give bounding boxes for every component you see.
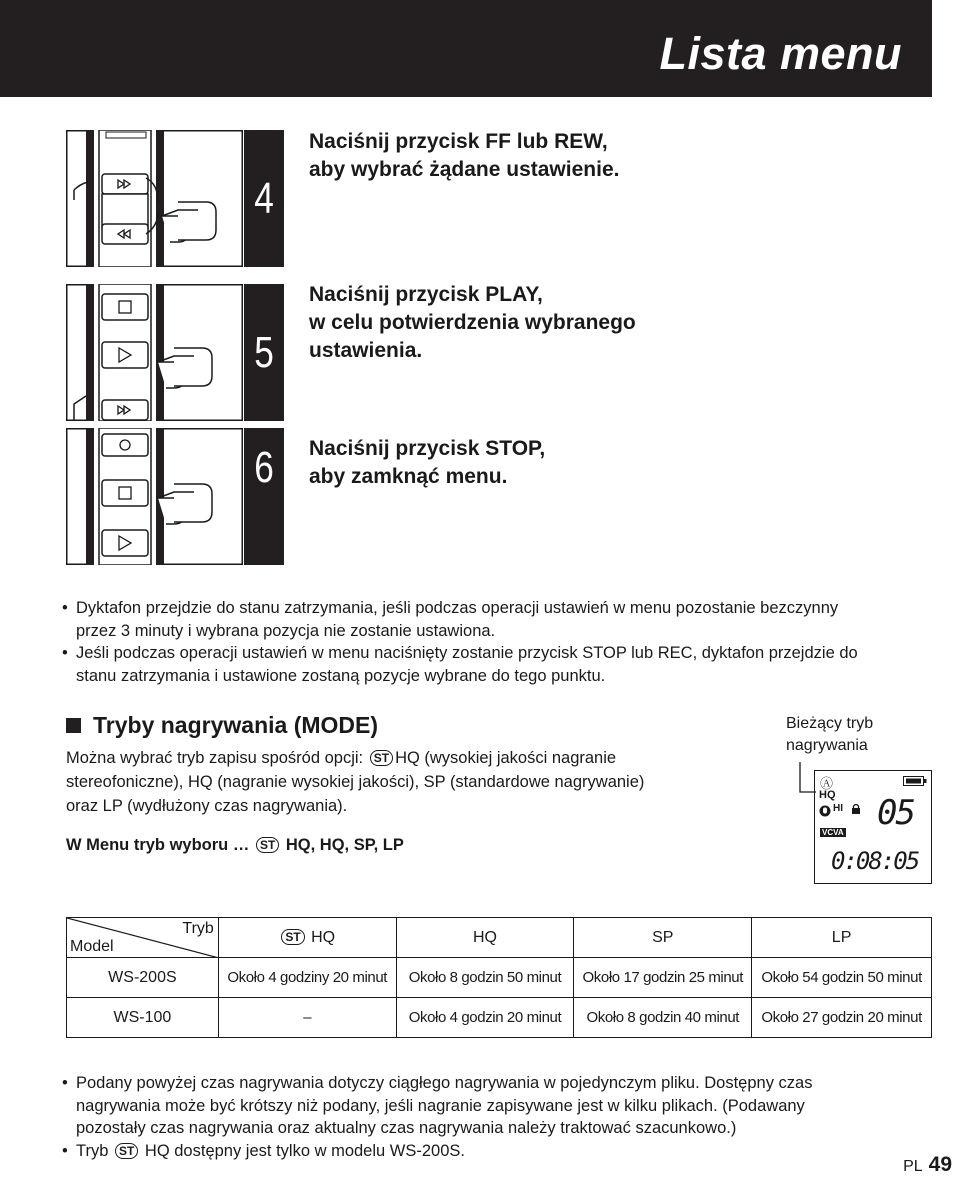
recording-time-table [66, 917, 932, 1038]
st-icon: ST [370, 750, 393, 766]
table-header-row [67, 918, 932, 958]
step-instruction: Naciśnij przycisk STOP, aby zamknąć menu. [309, 437, 546, 488]
st-icon: ST [256, 837, 279, 853]
list-item: • Jeśli podczas operacji ustawień w menu naciśnięty zostanie przycisk STOP lub REC, dyktafon przejdzie do stanu zatrzymania i ustawione zostaną pozycje wybrane do tego punktu. [62, 644, 858, 685]
step-number: 5 [244, 284, 284, 421]
table-cell: Około 4 godzin 20 minut [396, 998, 574, 1038]
mode-description: Można wybrać tryb zapisu spośród opcji: ST HQ (wysokiej jakości nagranie stereofoniczne), HQ (nagranie wysokiej jakości), SP (standardowe nagrywanie) oraz LP (wydłużony czas nagrywania). [66, 749, 645, 815]
page-footer [903, 1153, 952, 1177]
table-cell: Około 27 godzin 20 minut [752, 998, 932, 1038]
table-cell: – [218, 998, 396, 1038]
lcd-display [814, 770, 932, 884]
file-number-display: 05 [877, 793, 914, 833]
mic-sensitivity-indicator: HI [833, 803, 843, 814]
table-cell: Około 8 godzin 40 minut [574, 998, 752, 1038]
table-row [67, 958, 932, 998]
lock-icon [851, 803, 861, 815]
table-header-cell: LP [752, 918, 932, 958]
current-mode-label: Bieżący tryb nagrywania [786, 715, 874, 754]
vcva-indicator: VCVA [822, 828, 844, 837]
battery-icon [903, 776, 927, 786]
table-header-cell: HQ [396, 918, 574, 958]
table-cell: Około 17 godzin 25 minut [574, 958, 752, 998]
table-cell: Około 8 godzin 50 minut [396, 958, 574, 998]
microphone-icon [819, 805, 831, 819]
step-number: 4 [244, 130, 284, 267]
table-model-cell: WS-100 [67, 998, 219, 1038]
table-notes [62, 1072, 922, 1162]
step5-device-illustration [66, 284, 243, 421]
step-instruction: Naciśnij przycisk FF lub REW, aby wybrać żądane ustawienie. [309, 130, 620, 181]
menu-selection-line: W Menu tryb wyboru … ST HQ, HQ, SP, LP [66, 836, 404, 854]
table-header-cell: SP [574, 918, 752, 958]
column-axis-label: Tryb [182, 920, 214, 937]
list-item: • Podany powyżej czas nagrywania dotyczy ciągłego nagrywania w pojedynczym pliku. Dostępny czas nagrywania może być krótszy niż podany, jeśli nagranie zapisywane jest w kilku plikach. (Podawany pozostały czas nagrywania oraz aktualny czas nagrywania należy traktować szacunkowo.) [62, 1074, 813, 1137]
page-number: 49 [928, 1153, 952, 1176]
mode-a-icon: Ⓐ [820, 776, 834, 791]
table-corner-cell [67, 918, 219, 958]
table-row [67, 998, 932, 1038]
table-model-cell: WS-200S [67, 958, 219, 998]
st-icon: ST [281, 929, 304, 945]
row-axis-label: Model [70, 938, 114, 955]
step-number: 6 [244, 428, 284, 565]
menu-notes [62, 597, 922, 687]
list-item: • Dyktafon przejdzie do stanu zatrzymania, jeśli podczas operacji ustawień w menu pozostanie bezczynny przez 3 minuty i wybrana pozycja nie zostanie ustawiona. [62, 599, 839, 640]
square-bullet-icon [66, 718, 81, 733]
section-heading: Tryby nagrywania (MODE) [66, 712, 378, 739]
header-bar [0, 0, 932, 97]
step6-device-illustration [66, 428, 243, 565]
page-title: Lista menu [659, 28, 902, 79]
step4-device-illustration [66, 130, 243, 267]
hq-indicator: HQ [819, 789, 836, 801]
st-icon: ST [115, 1143, 138, 1159]
list-item: • Tryb ST HQ dostępny jest tylko w modelu WS-200S. [62, 1141, 465, 1160]
table-cell: Około 54 godzin 50 minut [752, 958, 932, 998]
elapsed-time-display: 0:08:05 [831, 847, 919, 875]
table-cell: Około 4 godziny 20 minut [218, 958, 396, 998]
language-code: PL [903, 1158, 923, 1175]
table-header-cell: ST HQ [218, 918, 396, 958]
step-instruction: Naciśnij przycisk PLAY, w celu potwierdzenia wybranego ustawienia. [309, 283, 636, 362]
